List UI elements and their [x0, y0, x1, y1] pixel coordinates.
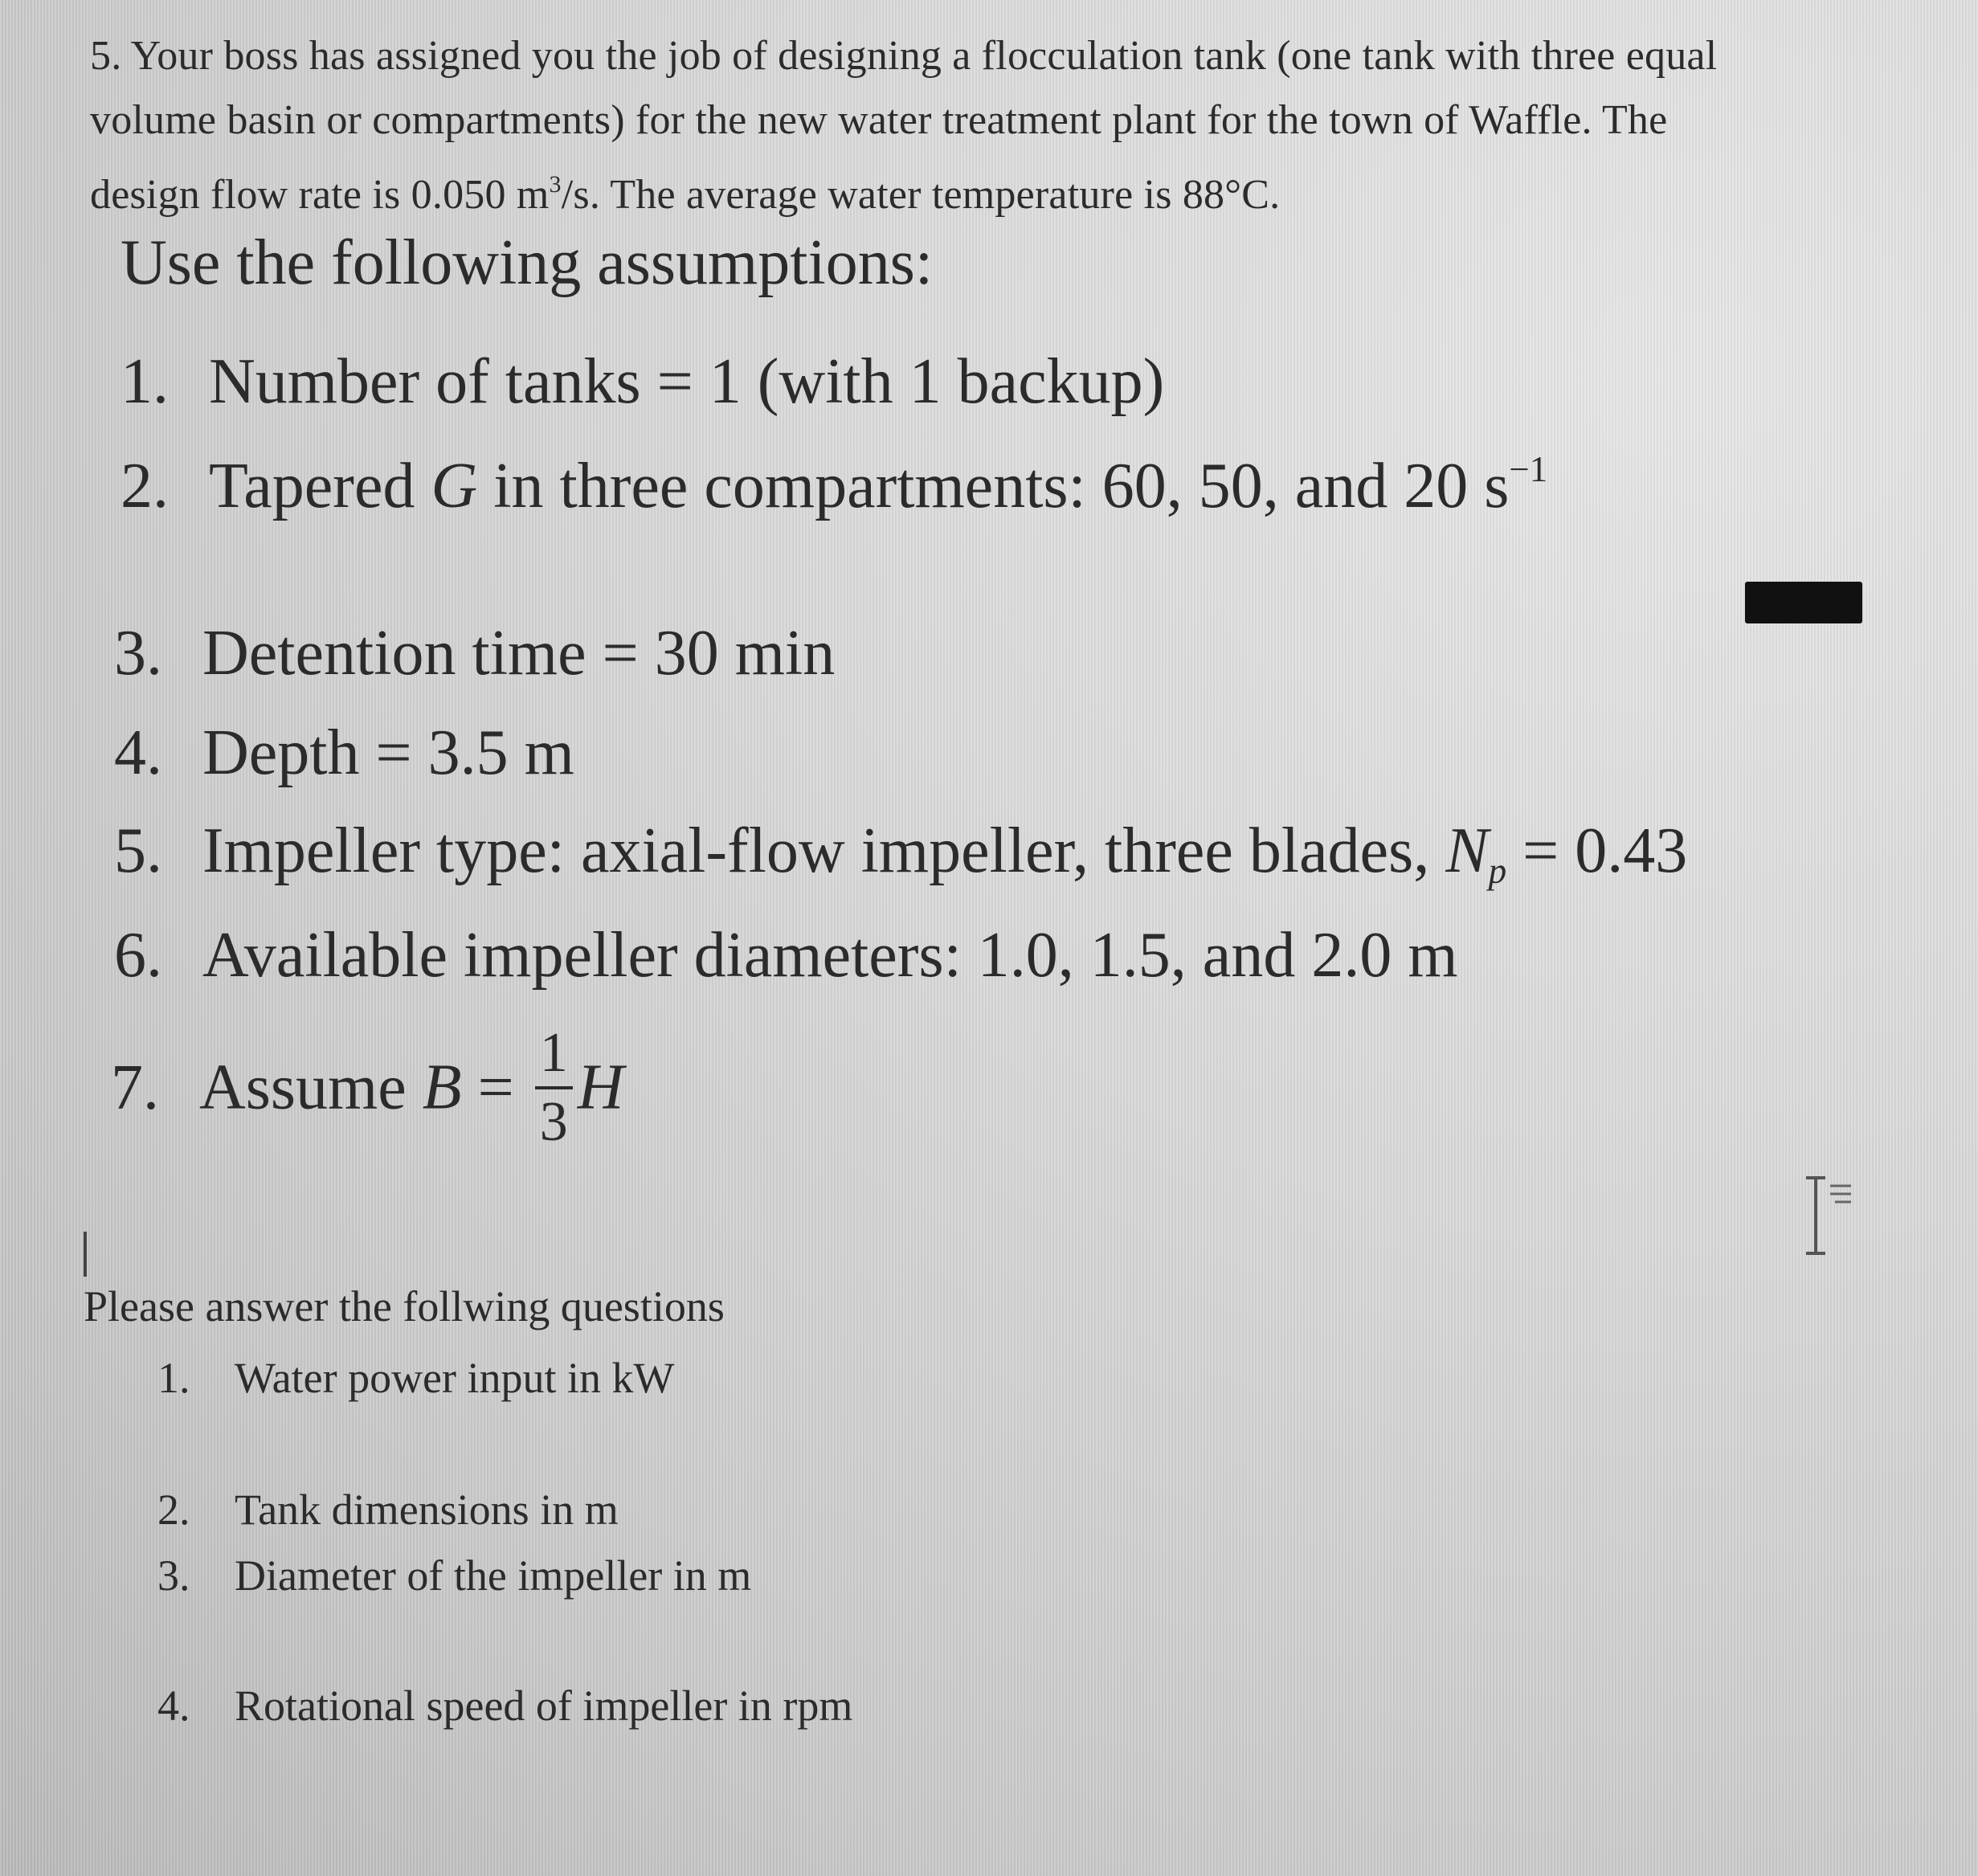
subscript-p: p	[1488, 851, 1507, 891]
assumption-6	[114, 919, 1458, 992]
fraction-denominator: 3	[539, 1091, 568, 1153]
fraction-bar	[535, 1086, 573, 1089]
assumption-text: Detention time = 30 min	[202, 618, 836, 689]
problem-statement	[90, 24, 1938, 227]
assumption-7	[111, 1022, 624, 1153]
text-cursor-icon	[1798, 1175, 1854, 1258]
question-4	[157, 1681, 852, 1731]
assumptions-heading: Use the following assumptions:	[121, 227, 934, 298]
assumption-text: Available impeller diameters: 1.0, 1.5, and 2.0 m	[202, 920, 1458, 991]
caret-line	[84, 1232, 87, 1277]
assumption-text: Impeller type: axial-flow impeller, three blades,	[202, 815, 1446, 886]
question-text: Rotational speed of impeller in rpm	[235, 1682, 853, 1730]
assumption-number: 4.	[114, 717, 162, 788]
variable-n: N	[1445, 815, 1489, 886]
cubic-superscript: 3	[549, 171, 562, 198]
assumption-text: Tapered	[209, 451, 431, 521]
question-number: 2.	[157, 1486, 190, 1534]
assumption-3	[114, 617, 835, 690]
question-3	[157, 1551, 751, 1600]
assumption-number: 5.	[114, 815, 162, 886]
assumption-number: 2.	[121, 451, 169, 521]
question-number: 1.	[157, 1354, 190, 1402]
question-2	[157, 1485, 619, 1535]
assumption-text-2: in three compartments: 60, 50, and 20 s	[477, 451, 1510, 521]
assumption-5	[114, 815, 1687, 892]
variable-b: B	[422, 1052, 462, 1123]
assumption-text: Number of tanks = 1 (with 1 backup)	[209, 346, 1165, 417]
variable-h: H	[577, 1052, 624, 1123]
question-text: Diameter of the impeller in m	[235, 1551, 752, 1600]
fraction-numerator: 1	[539, 1022, 568, 1084]
question-1	[157, 1353, 675, 1403]
assumption-text: Assume	[199, 1052, 423, 1123]
assumption-text-2: = 0.43	[1506, 815, 1688, 886]
redaction-bar	[1745, 582, 1862, 623]
question-text: Tank dimensions in m	[235, 1486, 619, 1534]
temperature-text: /s. The average water temperature is 88°C.	[561, 172, 1281, 218]
fraction-one-third	[535, 1022, 573, 1153]
equals-sign: =	[461, 1052, 530, 1123]
problem-line-1: 5. Your boss has assigned you the job of designing a flocculation tank (one tank with three equal	[90, 33, 1718, 79]
assumption-text: Depth = 3.5 m	[202, 717, 574, 788]
assumption-2	[121, 448, 1547, 523]
problem-line-2: volume basin or compartments) for the new water treatment plant for the town of Waffle. The	[90, 97, 1668, 143]
question-number: 3.	[157, 1551, 190, 1600]
assumption-number: 7.	[111, 1052, 159, 1123]
assumption-number: 1.	[121, 346, 169, 417]
question-text: Water power input in kW	[235, 1354, 675, 1402]
assumption-4	[114, 717, 574, 790]
inverse-exponent: −1	[1509, 449, 1548, 489]
assumption-number: 6.	[114, 920, 162, 991]
assumption-number: 3.	[114, 618, 162, 689]
assumption-1	[121, 345, 1164, 419]
question-number: 4.	[157, 1682, 190, 1730]
problem-line-3	[90, 153, 1938, 227]
variable-g: G	[431, 451, 478, 521]
flow-rate-text: design flow rate is 0.050 m	[90, 172, 550, 218]
questions-title: Please answer the follwing questions	[84, 1282, 725, 1330]
